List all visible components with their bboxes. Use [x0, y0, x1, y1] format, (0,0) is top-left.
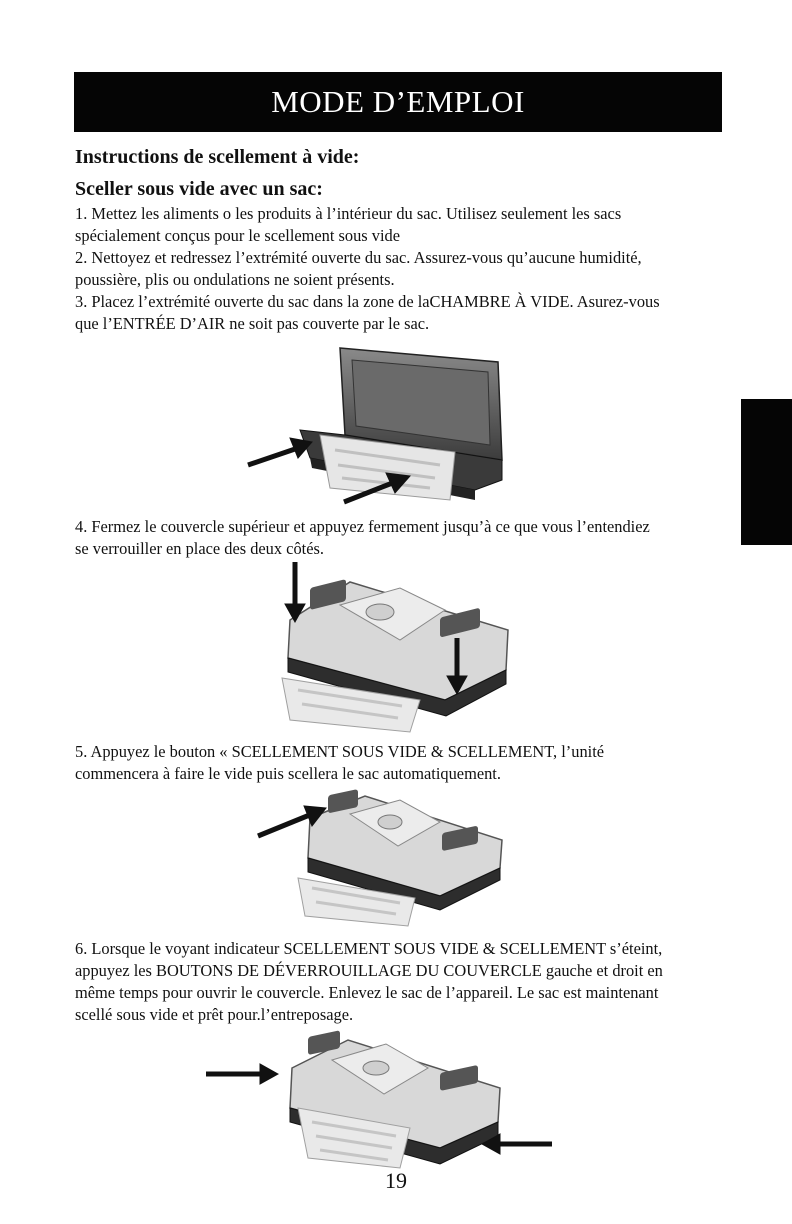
sealer-closed-illustration — [290, 1030, 500, 1168]
step-5-text — [75, 741, 725, 785]
sealer-closed-illustration — [282, 579, 508, 732]
text-line: scellé sous vide et prêt pour.l’entreposage. — [75, 1005, 354, 1024]
text-line: spécialement conçus pour le scellement sous vide — [75, 226, 400, 245]
text-line: que l’ENTRÉE D’AIR ne soit pas couverte par le sac. — [75, 314, 430, 333]
figure-release-lid — [200, 1030, 560, 1170]
text-line: même temps pour ouvrir le couvercle. Enlevez le sac de l’appareil. Le sac est maintenant — [75, 983, 659, 1002]
figure-close-lid — [270, 560, 520, 735]
section-subheading: Sceller sous vide avec un sac: — [75, 178, 323, 200]
text-line: 3. Placez l’extrémité ouverte du sac dans la zone de laCHAMBRE À VIDE. Asurez-vous — [75, 292, 660, 311]
text-line: 2. Nettoyez et redressez l’extrémité ouverte du sac. Assurez-vous qu’aucune humidité, — [75, 248, 642, 267]
text-line: poussière, plis ou ondulations ne soient présents. — [75, 270, 395, 289]
page-title-banner — [74, 72, 722, 132]
figure-open-sealer — [240, 340, 520, 510]
step-4-text — [75, 516, 725, 560]
text-line: 1. Mettez les aliments o les produits à l’intérieur du sac. Utilisez seulement les sacs — [75, 204, 622, 223]
steps-1-3-text — [75, 203, 725, 335]
sealer-closed-illustration — [298, 789, 502, 926]
page-title: MODE D’EMPLOI — [271, 84, 525, 119]
text-line: 5. Appuyez le bouton « SCELLEMENT SOUS VIDE & SCELLEMENT, l’unité — [75, 742, 605, 761]
page-number: 19 — [385, 1168, 407, 1193]
text-line: appuyez les BOUTONS DE DÉVERROUILLAGE DU COUVERCLE gauche et droit en — [75, 961, 663, 980]
section-thumb-tab — [741, 399, 792, 545]
text-line: se verrouiller en place des deux côtés. — [75, 539, 324, 558]
text-line: commencera à faire le vide puis scellera le sac automatiquement. — [75, 764, 501, 783]
step-6-text — [75, 938, 725, 1026]
section-heading: Instructions de scellement à vide: — [75, 146, 360, 168]
text-line: 4. Fermez le couvercle supérieur et appuyez fermement jusqu’à ce que vous l’entendiez — [75, 517, 650, 536]
text-line: 6. Lorsque le voyant indicateur SCELLEMENT SOUS VIDE & SCELLEMENT s’éteint, — [75, 939, 663, 958]
figure-press-button — [250, 788, 510, 928]
